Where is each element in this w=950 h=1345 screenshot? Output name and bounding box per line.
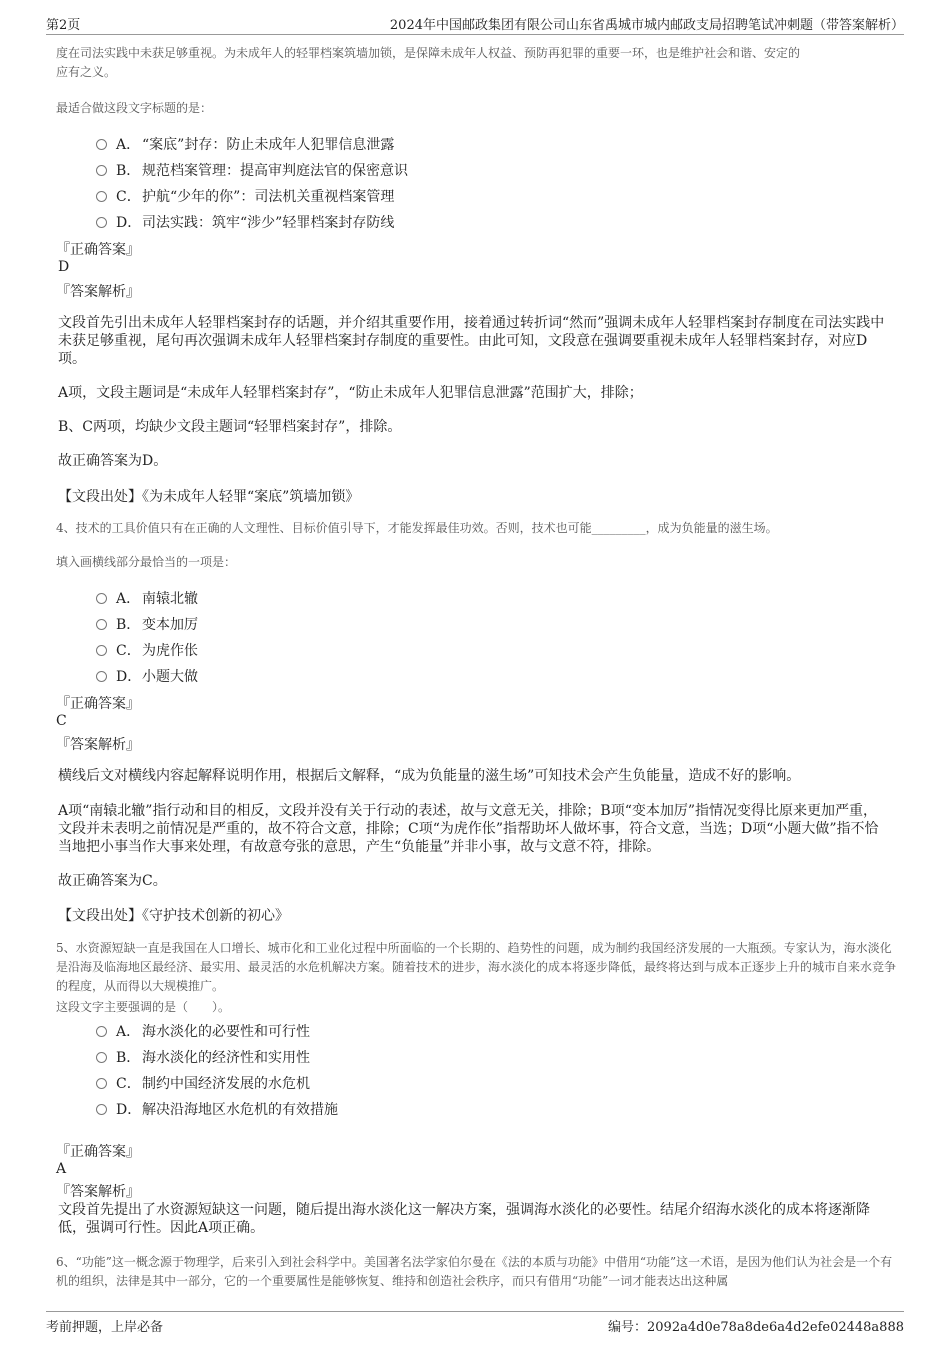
q4-answer-label: 『正确答案』	[56, 696, 140, 712]
q4-analysis-3: 故正确答案为C。	[58, 873, 167, 889]
intro-paragraph	[56, 44, 902, 82]
q5-stem: 5、水资源短缺一直是我国在人口增长、城市化和工业化过程中所面临的一个长期的、趋势性的问题，成为制约我国经济发展的一大瓶颈。专家认为，海水淡化是沿海及临海地区最经济、最实用、最灵活的水危机解决方案。随着技术的进步，海水淡化的成本将逐步降低，最终将达到与成本正逐步上升的城市自来水竞争的程度，从而得以大规模推广。	[56, 941, 897, 993]
q3-option-d[interactable]: D．司法实践：筑牢“涉少”轻罪档案封存防线	[96, 212, 394, 232]
q4-option-d[interactable]: D．小题大做	[96, 666, 198, 686]
intro-line-2: 应有之义。	[56, 65, 117, 79]
q4-option-a[interactable]: A． 南辕北辙	[96, 588, 198, 608]
q5-analysis: 文段首先提出了水资源短缺这一问题，随后提出海水淡化这一解决方案，强调海水淡化的必要性。结尾介绍海水淡化的成本将逐渐降低，强调可行性。因此A项正确。	[58, 1202, 870, 1236]
radio-icon[interactable]	[96, 139, 107, 150]
q5-option-c[interactable]: C．制约中国经济发展的水危机	[96, 1073, 310, 1093]
q5-answer-label: 『正确答案』	[56, 1144, 140, 1160]
q4-analysis-1: 横线后文对横线内容起解释说明作用，根据后文解释，“成为负能量的滋生场”可知技术会产生负能量，造成不好的影响。	[58, 768, 801, 784]
radio-icon[interactable]	[96, 645, 107, 656]
q4-option-b[interactable]: B． 变本加厉	[96, 614, 198, 634]
q4-analysis-2: A项“南辕北辙”指行动和目的相反，文段并没有关于行动的表述，故与文意无关，排除；B项“变本加厉”指情况变得比原来更加严重，文段并未表明之前情况是严重的，故不符合文意，排除；C项“为虎作伥”指帮助坏人做坏事，符合文意，当选；D项“小题大做”指不恰当地把小事当作大事来处理，有故意夸张的意思，产生“负能量”并非小事，故与文意不符，排除。	[58, 803, 879, 855]
q5-option-a[interactable]: A． 海水淡化的必要性和可行性	[96, 1021, 310, 1041]
radio-icon[interactable]	[96, 593, 107, 604]
q5-option-d[interactable]: D．解决沿海地区水危机的有效措施	[96, 1099, 338, 1119]
q3-analysis-3: B、C两项，均缺少文段主题词“轻罪档案封存”，排除。	[58, 419, 402, 435]
q4-stem: 4、技术的工具价值只有在正确的人文理性、目标价值引导下，才能发挥最佳功效。否则，技术也可能_________，成为负能量的滋生场。	[56, 521, 778, 535]
radio-icon[interactable]	[96, 1052, 107, 1063]
q3-answer-label: 『正确答案』	[56, 242, 140, 258]
footer-slogan: 考前押题，上岸必备	[46, 1320, 164, 1335]
q3-analysis-4: 故正确答案为D。	[58, 453, 168, 469]
q5-option-b[interactable]: B． 海水淡化的经济性和实用性	[96, 1047, 310, 1067]
radio-icon[interactable]	[96, 1104, 107, 1115]
radio-icon[interactable]	[96, 191, 107, 202]
q5-answer: A	[56, 1161, 67, 1177]
q4-analysis-label: 『答案解析』	[56, 737, 140, 753]
q3-analysis-1: 文段首先引出未成年人轻罪档案封存的话题，并介绍其重要作用，接着通过转折词“然而”强调未成年人轻罪档案封存制度在司法实践中未获足够重视，尾句再次强调未成年人轻罪档案封存制度的重要性。由此可知，文段意在强调要重视未成年人轻罪档案封存，对应D项。	[58, 315, 885, 367]
radio-icon[interactable]	[96, 1026, 107, 1037]
q4-answer: C	[56, 713, 67, 729]
q3-analysis-2: A项，文段主题词是“未成年人轻罪档案封存”，“防止未成年人犯罪信息泄露”范围扩大，排除；	[58, 385, 643, 401]
page-header	[46, 12, 904, 35]
q3-prompt: 最适合做这段文字标题的是：	[56, 101, 213, 115]
q6-stem: 6、“功能”这一概念源于物理学，后来引入到社会科学中。美国著名法学家伯尔曼在《法的本质与功能》中借用“功能”这一术语，是因为他们认为社会是一个有机的组织，法律是其中一部分，它的一个重要属性是能够恢复、维持和创造社会秩序，而只有借用“功能”一词才能表达出这种属	[56, 1255, 893, 1288]
q3-option-a[interactable]: A． “案底”封存：防止未成年人犯罪信息泄露	[96, 134, 394, 154]
radio-icon[interactable]	[96, 165, 107, 176]
q4-prompt: 填入画横线部分最恰当的一项是：	[56, 555, 237, 569]
q5-analysis-label: 『答案解析』	[56, 1184, 140, 1200]
q4-source: 【文段出处】《守护技术创新的初心》	[58, 908, 289, 924]
q3-source: 【文段出处】《为未成年人轻罪“案底”筑墙加锁》	[58, 489, 360, 505]
page-footer	[46, 1311, 904, 1336]
radio-icon[interactable]	[96, 619, 107, 630]
q3-answer: D	[58, 259, 70, 275]
intro-line-1: 度在司法实践中未获足够重视。为未成年人的轻罪档案筑墙加锁，是保障未成年人权益、预防再犯罪的重要一环，也是维护社会和谐、安定的	[56, 46, 801, 60]
page-number: 第2页	[46, 18, 81, 33]
radio-icon[interactable]	[96, 671, 107, 682]
q3-analysis-label: 『答案解析』	[56, 284, 140, 300]
radio-icon[interactable]	[96, 217, 107, 228]
q5-prompt: 这段文字主要强调的是（ ）。	[56, 1000, 231, 1014]
document-title: 2024年中国邮政集团有限公司山东省禹城市城内邮政支局招聘笔试冲刺题（带答案解析）	[389, 18, 904, 33]
document-id: 编号：2092a4d0e78a8de6a4d2efe02448a888	[608, 1320, 904, 1335]
q3-option-c[interactable]: C．护航“少年的你”：司法机关重视档案管理	[96, 186, 394, 206]
q3-option-b[interactable]: B． 规范档案管理：提高审判庭法官的保密意识	[96, 160, 408, 180]
q4-option-c[interactable]: C．为虎作伥	[96, 640, 198, 660]
radio-icon[interactable]	[96, 1078, 107, 1089]
